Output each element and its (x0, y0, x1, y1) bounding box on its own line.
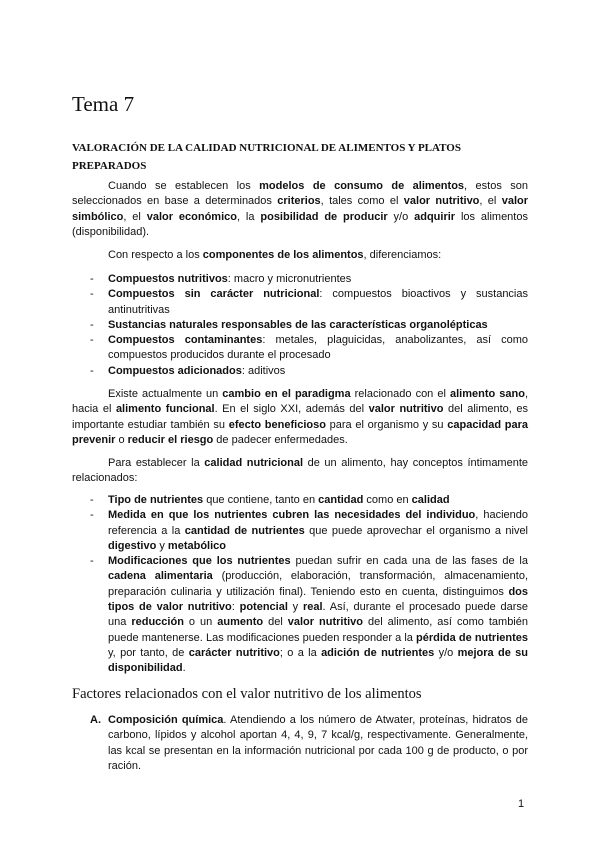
bold-text: cadena alimentaria (108, 570, 213, 583)
text-run: y/o (434, 646, 458, 659)
text-run: : (231, 601, 240, 614)
list-item (72, 287, 528, 318)
page-title: Tema 7 (72, 92, 135, 116)
list-dash: - (90, 494, 94, 506)
bold-text: digestivo (108, 539, 157, 552)
bold-text: cantidad (318, 494, 364, 506)
text-run: relacionado con el (350, 388, 450, 400)
list-dash: - (90, 334, 94, 347)
bold-text: calidad nutricional (204, 457, 304, 469)
bold-text: modelos de consumo de alimentos (259, 180, 465, 192)
text-run: como en (363, 494, 412, 506)
list-dash: - (90, 509, 94, 522)
bold-text: Compuestos sin carácter nutricional (108, 288, 320, 301)
text-run: , el (123, 210, 147, 223)
text-run: . Así, durante el procesado puede darse una (108, 601, 528, 629)
bold-text: Modificaciones que los nutrientes (108, 555, 291, 568)
bold-text: reducción (131, 616, 184, 629)
text-run: , estos son seleccionados en base a determinados (72, 180, 528, 208)
bold-text: Compuestos adicionados (108, 364, 242, 377)
paragraph-paradigm-change (72, 387, 528, 448)
bold-text: pérdida de nutrientes (416, 631, 528, 644)
list-dash: - (90, 318, 94, 331)
text-run: puedan sufrir en cada una de las fases de la (290, 555, 528, 568)
bold-text: reducir el riesgo (127, 433, 214, 446)
bold-text: valor nutritivo (403, 195, 480, 208)
text-run: para el organismo y su (325, 418, 448, 431)
bold-text: Sustancias naturales responsables de las características organolépticas (108, 318, 488, 331)
list-dash: - (90, 555, 94, 568)
bold-text: calidad (411, 494, 450, 506)
bold-text: posibilidad de producir (260, 210, 388, 223)
bold-text: Medida en que los nutrientes cubren las necesidades del individuo (108, 509, 476, 522)
bold-text: aumento (217, 616, 264, 629)
list-item (72, 554, 528, 676)
bold-text: efecto beneficioso (228, 418, 326, 431)
list-item (72, 713, 528, 774)
text-run: y/o (387, 210, 415, 223)
bold-text: mejora de su disponibilidad (108, 646, 529, 675)
text-run: que contiene, tanto en (203, 494, 319, 506)
text-run: , diferenciamos: (363, 249, 442, 261)
bold-text: Composición química (108, 714, 224, 726)
paragraph-nutritional-quality (72, 456, 528, 487)
list-item (72, 364, 528, 379)
text-run: , la (236, 210, 261, 223)
text-run: de un alimento, hay conceptos íntimamente relacionados: (72, 457, 529, 485)
bold-text: capacidad para prevenir (72, 418, 528, 446)
list-item (72, 318, 528, 333)
text-run: , haciendo referencia a la (108, 509, 529, 537)
list-marker: A. (90, 714, 101, 726)
paragraph-components-intro (72, 248, 528, 263)
bold-text: potencial (239, 601, 288, 614)
text-run: y, por tanto, de (108, 646, 189, 659)
list-item (72, 493, 528, 508)
bold-text: cantidad de nutrientes (184, 524, 305, 537)
bold-text: cambio en el paradigma (222, 388, 351, 400)
concepts-list (72, 493, 528, 677)
bold-text: componentes de los alimentos (202, 249, 364, 261)
bold-text: alimento sano (449, 388, 525, 400)
text-run: : metales, plaguicidas, anabolizantes, así como compuestos producidos durante el procesado (108, 334, 528, 362)
bold-text: alimento funcional (115, 403, 215, 416)
bold-text: metabólico (167, 539, 226, 552)
text-run: del (263, 616, 288, 629)
text-run: . (182, 662, 186, 675)
text-run: . En el siglo XXI, además del (214, 403, 369, 416)
section-title: VALORACIÓN DE LA CALIDAD NUTRICIONAL DE ALIMENTOS Y PLATOS PREPARADOS (72, 142, 461, 172)
bold-text: Compuestos contaminantes (108, 334, 263, 347)
text-run: del alimento, así como también puede mantenerse. Las modificaciones pueden responder a la (108, 616, 528, 644)
text-run: y (156, 539, 168, 552)
bold-text: adquirir (414, 210, 456, 223)
text-run: los alimentos (disponibilidad). (72, 210, 528, 238)
subsection-heading: Factores relacionados con el valor nutritivo de los alimentos (72, 686, 422, 702)
text-run: Cuando se establecen los (108, 180, 260, 192)
text-run: : compuestos bioactivos y sustancias antinutritivas (108, 288, 528, 316)
text-run: del alimento, es importante estudiar también su (72, 403, 528, 431)
bold-text: real (302, 601, 323, 614)
text-run: , el (479, 195, 502, 208)
bold-text: valor simbólico (72, 195, 528, 223)
text-run: Con respecto a los (108, 249, 203, 261)
bold-text: valor nutritivo (287, 616, 364, 629)
text-run: . Atendiendo a los número de Atwater, proteínas, hidratos de carbono, lípidos y alcohol aportan 4, 4, 9, 7 kcal/g, respectivamente. Generalmente, las kcal se presentan en la información nutricional por cada 100 g de producto, o por ración. (108, 714, 528, 772)
text-run: (producción, elaboración, transformación, almacenamiento, preparación culinaria y utilización final). Teniendo esto en cuenta, distinguimos (108, 570, 528, 598)
text-run: de padecer enfermedades. (213, 433, 348, 446)
text-run: y (287, 601, 303, 614)
text-run: , hacia el (72, 388, 528, 416)
list-dash: - (90, 273, 94, 285)
bold-text: valor económico (146, 210, 237, 223)
bold-text: carácter nutritivo (188, 646, 280, 659)
text-run: , tales como el (320, 195, 404, 208)
bold-text: dos tipos de valor nutritivo (108, 585, 528, 614)
list-item (72, 508, 528, 554)
list-item (72, 333, 528, 364)
text-run: ; o a la (279, 646, 322, 659)
components-list (72, 272, 528, 379)
paragraph-consumption-models (72, 179, 528, 240)
text-run: Para establecer la (108, 457, 205, 469)
list-item (72, 272, 528, 287)
bold-text: adición de nutrientes (321, 646, 435, 659)
text-run: que puede aprovechar el organismo a nivel (304, 524, 529, 537)
list-dash: - (90, 288, 94, 301)
text-run: Existe actualmente un (108, 388, 223, 400)
text-run: : macro y micronutrientes (227, 273, 352, 285)
text-run: o un (183, 616, 218, 629)
bold-text: criterios (277, 195, 321, 208)
text-run: : aditivos (241, 364, 286, 377)
list-dash: - (90, 364, 94, 377)
bold-text: valor nutritivo (368, 403, 444, 416)
factors-list (72, 713, 528, 774)
page-number: 1 (518, 798, 525, 810)
bold-text: Compuestos nutritivos (108, 273, 228, 285)
text-run: o (115, 433, 128, 446)
bold-text: Tipo de nutrientes (108, 494, 204, 506)
